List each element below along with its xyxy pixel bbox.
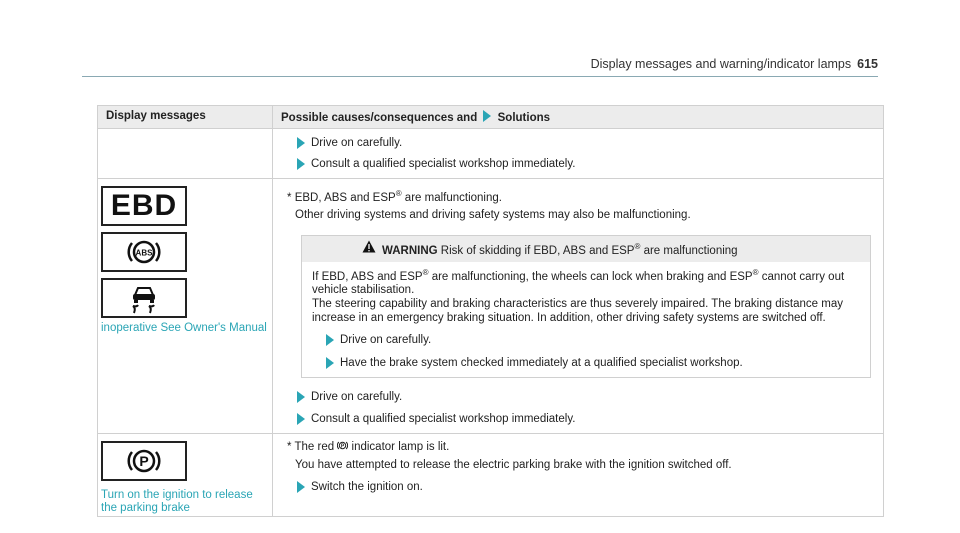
- parking-brake-icon: [124, 444, 164, 478]
- row1-solutions-cell: [273, 129, 884, 179]
- row2-display-cell: [98, 179, 273, 434]
- parking-brake-indicator: [101, 441, 187, 481]
- warning-header: WARNING Risk of skidding if EBD, ABS and ESP® are malfunctioning: [302, 236, 870, 262]
- step-item: Consult a qualified specialist workshop immediately.: [273, 157, 883, 172]
- col-header-causes: Possible causes/consequences and Solutions: [273, 106, 884, 129]
- step-item: Switch the ignition on.: [273, 480, 883, 495]
- step-item: Drive on carefully.: [273, 390, 883, 405]
- cause-text: * EBD, ABS and ESP® are malfunctioning.: [287, 189, 502, 204]
- warning-paragraph: The steering capability and braking characteristics are thus severely impaired. The braking distance may increase in an emergency braking situation. In addition, other driving safety systems are switched off.: [312, 298, 843, 325]
- cause-text: Other driving systems and driving safety systems may also be malfunctioning.: [295, 208, 691, 221]
- table-row: [98, 179, 884, 434]
- cause-text: * The red P indicator lamp is lit.: [287, 441, 450, 454]
- arrow-icon: [297, 391, 305, 403]
- svg-text:P: P: [341, 443, 345, 450]
- arrow-icon: [326, 357, 334, 369]
- row3-causes-cell: [273, 434, 884, 517]
- page-header: [591, 57, 878, 71]
- warning-box: [301, 235, 871, 379]
- abs-icon: [124, 235, 164, 269]
- ebd-indicator: EBD: [101, 186, 187, 226]
- abs-indicator: [101, 232, 187, 272]
- step-item: Drive on carefully.: [273, 136, 883, 151]
- step-item: Have the brake system checked immediately at a qualified specialist workshop.: [312, 356, 860, 371]
- svg-text:P: P: [139, 453, 149, 470]
- messages-table: [97, 105, 884, 517]
- step-item: Consult a qualified specialist workshop immediately.: [273, 412, 883, 427]
- row3-display-cell: [98, 434, 273, 517]
- warning-body: [302, 262, 870, 378]
- warning-triangle-icon: [362, 240, 376, 253]
- page-number: 615: [857, 57, 878, 71]
- parking-brake-caption: Turn on the ignition to release the parking brake: [101, 489, 253, 515]
- arrow-icon: [297, 481, 305, 493]
- row2-causes-cell: [273, 179, 884, 434]
- warning-paragraph: If EBD, ABS and ESP® are malfunctioning, the wheels can lock when braking and ESP® cannot carry out vehicle stabilisation.: [312, 267, 845, 297]
- step-item: Drive on carefully.: [312, 333, 860, 348]
- table-header-row: [98, 106, 884, 129]
- svg-text:ABS: ABS: [135, 248, 153, 258]
- table-row: [98, 434, 884, 517]
- ebd-caption: inoperative See Owner's Manual: [101, 322, 267, 334]
- header-rule: [82, 76, 878, 77]
- skidding-car-icon: [124, 281, 164, 315]
- esp-indicator: [101, 278, 187, 318]
- col-header-display-messages: Display messages: [98, 106, 273, 129]
- row1-display-cell: [98, 129, 273, 179]
- cause-text: You have attempted to release the electric parking brake with the ignition switched off.: [295, 459, 732, 472]
- header-title: Display messages and warning/indicator lamps: [590, 57, 852, 71]
- arrow-icon: [326, 334, 334, 346]
- arrow-icon: [297, 158, 305, 170]
- arrow-icon: [297, 413, 305, 425]
- arrow-icon: [297, 137, 305, 149]
- table-row: [98, 129, 884, 179]
- parking-brake-small-icon: [337, 440, 348, 451]
- arrow-icon: [483, 110, 491, 122]
